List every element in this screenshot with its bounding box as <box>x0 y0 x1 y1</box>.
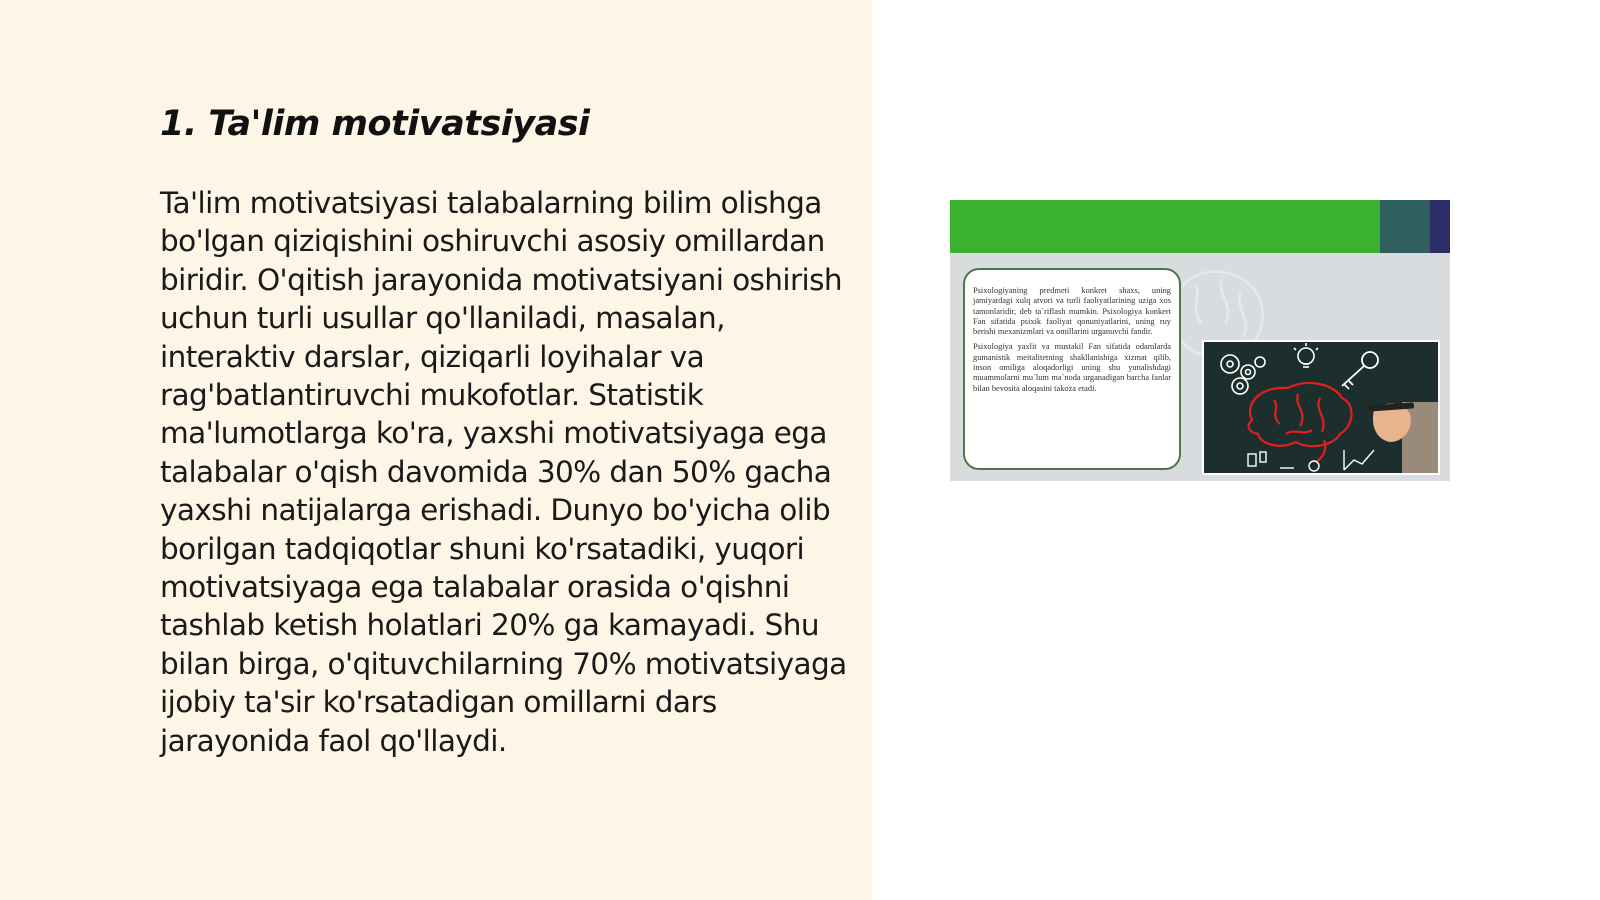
figure-photo-art <box>1204 342 1438 473</box>
growth-chart-icon <box>1344 450 1374 470</box>
slide-body-text: Ta'lim motivatsiyasi talabalarning bilim olishga bo'lgan qiziqishini oshiruvchi asosiy omillardan biridir. O'qitish jarayonida motivatsiyani oshirish uchun turli usullar qo'llaniladi, masalan, interaktiv darslar, qiziqarli loyihalar va rag'batlantiruvchi mukofotlar. Statistik ma'lumotlarga ko'ra, yaxshi motivatsiyaga ega talabalar o'qish davomida 30% dan 50% gacha yaxshi natijalarga erishadi. Dunyo bo'yicha olib borilgan tadqiqotlar shuni ko'rsatadiki, yuqori motivatsiyaga ega talabalar orasida o'qishni tashlab ketish holatlari 20% ga kamayadi. Shu bilan birga, o'qituvchilarning 70% motivatsiyaga ijobiy ta'sir ko'rsatadigan omillarni dars jarayonida faol qo'llaydi. <box>160 186 847 758</box>
brain-icon <box>1249 383 1352 462</box>
slide-title: 1. Ta'lim motivatsiyasi <box>160 104 590 144</box>
figure-paragraph-2: Psixologiya yaxlit va mustakil Fan sifatida odamlarda gumanistik meitalitetning shakllanishiga xizmat qilib, inson omiliga aloqadorligi uning shu yunalishdagi muammolarni mu`lum ma`noda urganadigan barcha fanlar bilan bevosita aloqasini takoza etadi. <box>973 342 1171 393</box>
figure-banner-teal <box>1380 200 1430 253</box>
figure-banner-navy <box>1430 200 1450 253</box>
illustration-image <box>950 200 1450 481</box>
key-icon <box>1342 352 1378 389</box>
hand-with-marker-icon <box>1368 402 1438 473</box>
lightbulb-icon <box>1294 343 1318 367</box>
figure-photo <box>1202 340 1440 475</box>
gears-icon <box>1221 355 1265 394</box>
figure-banner-green <box>950 200 1380 253</box>
figure-text-box <box>963 268 1181 470</box>
figure-paragraph-1: Psixologiyaning predmeti konkret shaxs, uning jamiyatdagi xulq atvori va turli faoliyatlarining uziga xos tamonlaridir, deb ta`riflash mumkin. Psixologiya konkert Fan sifatida psixik faoliyat qonuniyatlarini, uning ruy berishi mexanizmlari va omillarini urganuvchi fandir. <box>973 286 1171 337</box>
doodle-icons <box>1248 452 1319 471</box>
